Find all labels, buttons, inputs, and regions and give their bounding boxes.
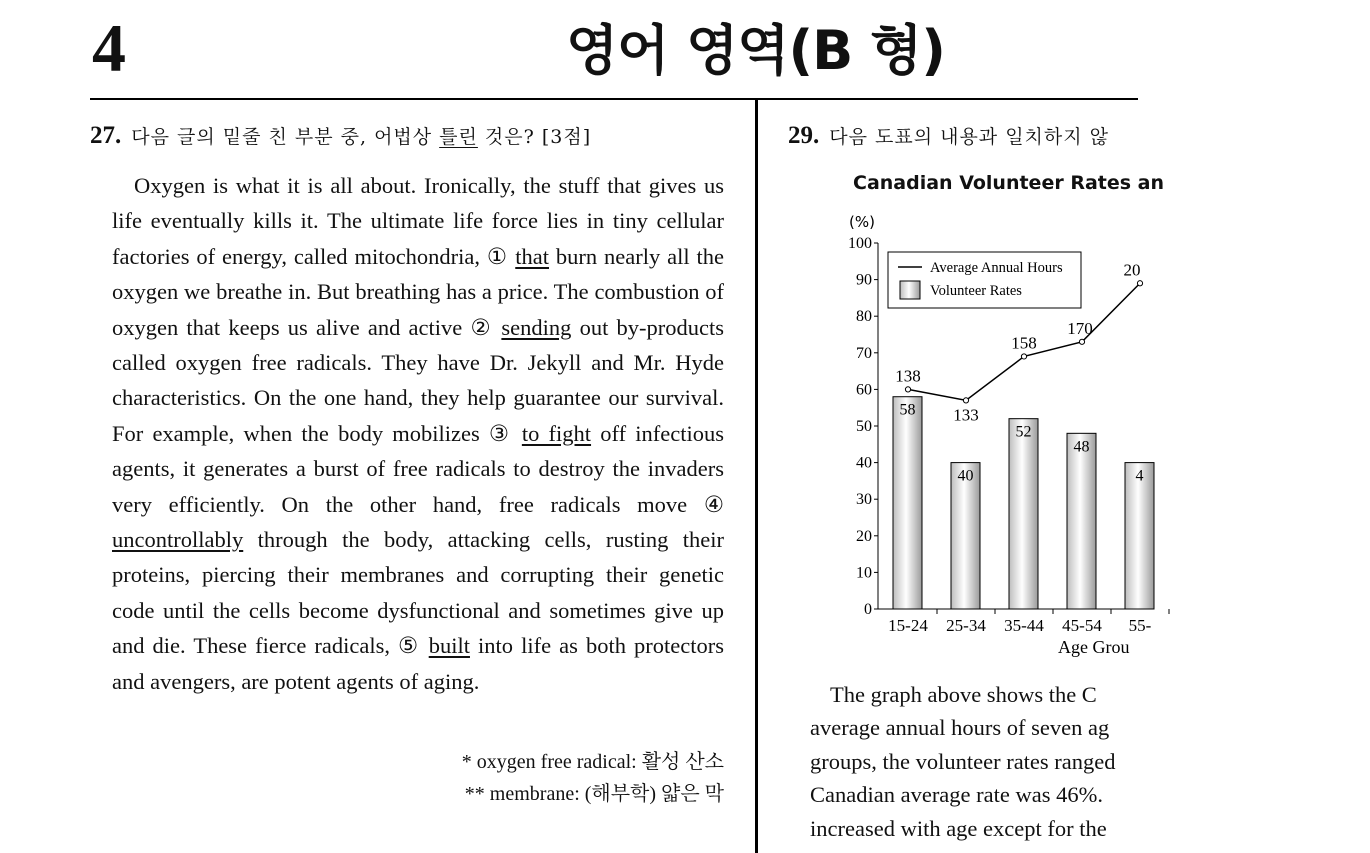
x-tick-label: 55- [1128,616,1152,635]
bar-value-label: 52 [1015,423,1032,441]
question-29-passage [810,678,1370,845]
bar-value-label: 58 [899,401,916,419]
line-value-label: 133 [953,405,979,425]
choice-4-underlined: uncontrollably [112,527,244,553]
y-tick-label: 60 [856,381,872,399]
line-value-label: 138 [895,366,921,386]
choice-3-underlined: to fight [521,420,592,446]
volunteer-chart [830,205,1152,657]
line-point [1079,339,1084,344]
legend-line-label: Average Annual Hours [930,260,1063,276]
passage-line: average annual hours of seven ag [810,715,1110,741]
line-value-label: 170 [1067,318,1093,338]
line-point [905,387,910,392]
choice-1-underlined: that [515,243,549,269]
question-27-passage: Oxygen is what it is all about. Ironically, the stuff that gives us life eventually kills it. The ultimate life force lies in tiny cellular factories of energy, called mitochondria, ① that burn nearly all the oxygen we breathe in. But breathing has a price. The combustion of oxygen that keeps us alive and active ② sending out by-products called oxygen free radicals. They have Dr. Jekyll and Mr. Hyde characteristics. On the one hand, they help guarantee our survival. For example, when the body mobilizes ③ to fight off infectious agents, it generates a burst of free radicals to destroy the invaders very efficiently. On the other hand, free radicals move ④ uncontrollably through the body, attacking cells, rusting their proteins, piercing their membranes and corrupting their genetic code until the cells become dysfunctional and sometimes give up and die. These fierce radicals, ⑤ built into life as both protectors and avengers, are potent agents of aging. [112,173,724,694]
header-rule [90,98,1138,100]
y-tick-label: 30 [856,491,872,509]
y-tick-label: 20 [856,527,872,545]
footnote: ** membrane: (해부학) 얇은 막 [464,783,724,805]
y-tick-label: 80 [856,308,872,326]
y-tick-label: 50 [856,418,872,435]
question-27-heading [90,122,591,150]
x-tick-label: 25-34 [946,616,986,635]
line-point [963,398,968,403]
passage-line: The graph above shows the C [830,682,1097,707]
line-value-label: 20 [1123,260,1141,280]
choice-5-underlined: built [428,633,470,659]
choice-2-underlined: sending [501,314,572,340]
question-number: 29. [788,122,820,149]
y-tick-label: 40 [856,454,872,472]
line-value-label: 158 [1011,333,1037,353]
y-tick-label: 100 [848,235,872,252]
y-axis-label: (%) [849,213,875,231]
x-tick-label: 35-44 [1004,616,1044,635]
bar-value-label: 40 [957,467,974,485]
line-point [1137,281,1142,286]
bar [1067,433,1096,609]
bar [893,397,922,609]
y-tick-label: 0 [864,601,872,618]
question-prompt: 다음 글의 밑줄 친 부분 중, 어법상 틀린 것은? [3점] [131,126,592,148]
x-tick-label: 15-24 [888,616,928,635]
line-point [1021,354,1026,359]
question-number: 27. [90,122,122,149]
y-tick-label: 10 [856,564,872,582]
chart-title: Canadian Volunteer Rates an [853,172,1165,194]
footnote: * oxygen free radical: 활성 산소 [461,751,724,773]
page-number: 4 [92,10,126,86]
passage-line: groups, the volunteer rates ranged [810,748,1116,774]
passage-line: increased with age except for the [810,815,1107,841]
footnotes [400,746,724,810]
bar [1009,419,1038,609]
section-title: 영어 영역(B 형) [566,19,945,82]
x-tick-label: 45-54 [1062,616,1102,635]
question-29-heading [788,122,1109,150]
prompt-underlined-word: 틀린 [439,126,478,148]
bar-value-label: 4 [1135,467,1144,485]
x-axis-label: Age Grou [1058,637,1130,657]
y-tick-label: 90 [856,271,872,289]
column-divider [755,100,758,853]
chart-legend [888,252,1081,308]
passage-line: Canadian average rate was 46%. [810,782,1103,808]
legend-bar-label: Volunteer Rates [930,283,1022,299]
legend-bar-swatch [900,281,920,299]
question-prompt: 다음 도표의 내용과 일치하지 않 [829,126,1110,148]
y-tick-label: 70 [856,344,872,362]
bar-value-label: 48 [1073,438,1090,456]
